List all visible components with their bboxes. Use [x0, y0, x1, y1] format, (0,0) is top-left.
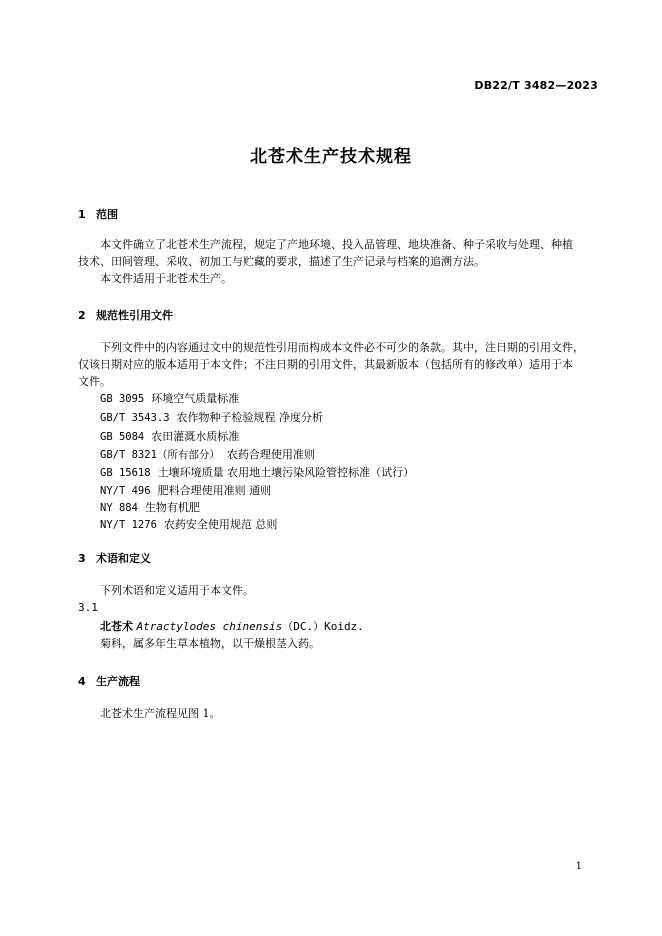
section-title: 范围: [96, 208, 118, 221]
reference-item: [100, 390, 239, 406]
reference-code: GB/T 3543.3: [100, 412, 170, 424]
term-author: （DC.）Koidz.: [282, 620, 364, 633]
term-entry: [100, 618, 364, 634]
reference-code: NY/T 1276: [100, 519, 157, 531]
reference-code: NY 884: [100, 502, 138, 514]
reference-item: [100, 464, 414, 480]
document-title: 北苍术生产技术规程: [250, 147, 412, 167]
reference-item: [100, 446, 315, 462]
section-title: 术语和定义: [96, 552, 151, 565]
term-definition: 菊科，属多年生草本植物，以干燥根茎入药。: [100, 637, 320, 650]
reference-name: 农药合理使用准则: [226, 448, 315, 461]
term-latin: Atractylodes chinensis: [136, 620, 283, 633]
reference-item: [100, 409, 323, 425]
reference-name: 肥料合理使用准则 通则: [157, 484, 272, 497]
section-title: 规范性引用文件: [96, 309, 173, 322]
reference-name: 土壤环境质量 农用地土壤污染风险管控标准（试行）: [157, 466, 415, 479]
section-number: 3: [78, 552, 86, 565]
reference-code: GB 3095: [100, 393, 145, 405]
section-number: 4: [78, 675, 86, 688]
subsection-number: 3.1: [78, 601, 98, 614]
section-3-heading: [78, 550, 151, 566]
standard-code: DB22/T 3482—2023: [474, 79, 598, 92]
paragraph-line: 北苍术生产流程见图 1。: [100, 707, 221, 720]
paragraph-line: 下列文件中的内容通过文中的规范性引用而构成本文件必不可少的条款。其中，注日期的引用文件，: [100, 341, 584, 354]
paragraph-line: 本文件确立了北苍术生产流程，规定了产地环境、投入品管理、地块准备、种子采收与处理、种植: [100, 238, 573, 251]
page-number: 1: [575, 861, 582, 872]
paragraph-line: 文件。: [78, 375, 111, 388]
section-number: 1: [78, 208, 86, 221]
paragraph-line: 本文件适用于北苍术生产。: [100, 272, 232, 285]
reference-item: [100, 516, 277, 532]
reference-code: GB 5084: [100, 431, 145, 443]
reference-name: 农田灌溉水质标准: [151, 430, 240, 443]
term-chinese: 北苍术: [100, 620, 133, 633]
reference-item: [100, 499, 200, 515]
section-4-heading: [78, 673, 140, 689]
section-1-heading: [78, 206, 118, 222]
section-2-heading: [78, 307, 173, 323]
section-title: 生产流程: [96, 675, 140, 688]
paragraph-line: 下列术语和定义适用于本文件。: [100, 584, 254, 597]
reference-code: GB/T 8321（所有部分）: [100, 449, 220, 461]
paragraph-line: 仅该日期对应的版本适用于本文件；不注日期的引用文件，其最新版本（包括所有的修改单）适用于本: [78, 358, 573, 371]
reference-name: 农作物种子检验规程 净度分析: [176, 411, 324, 424]
reference-name: 生物有机肥: [144, 501, 200, 514]
reference-code: GB 15618: [100, 467, 151, 479]
reference-name: 环境空气质量标准: [151, 392, 240, 405]
paragraph-line: 技术、田间管理、采收、初加工与贮藏的要求，描述了生产记录与档案的追溯方法。: [78, 255, 485, 268]
section-number: 2: [78, 309, 86, 322]
reference-item: [100, 482, 271, 498]
reference-item: [100, 428, 239, 444]
reference-code: NY/T 496: [100, 485, 151, 497]
reference-name: 农药安全使用规范 总则: [163, 518, 278, 531]
